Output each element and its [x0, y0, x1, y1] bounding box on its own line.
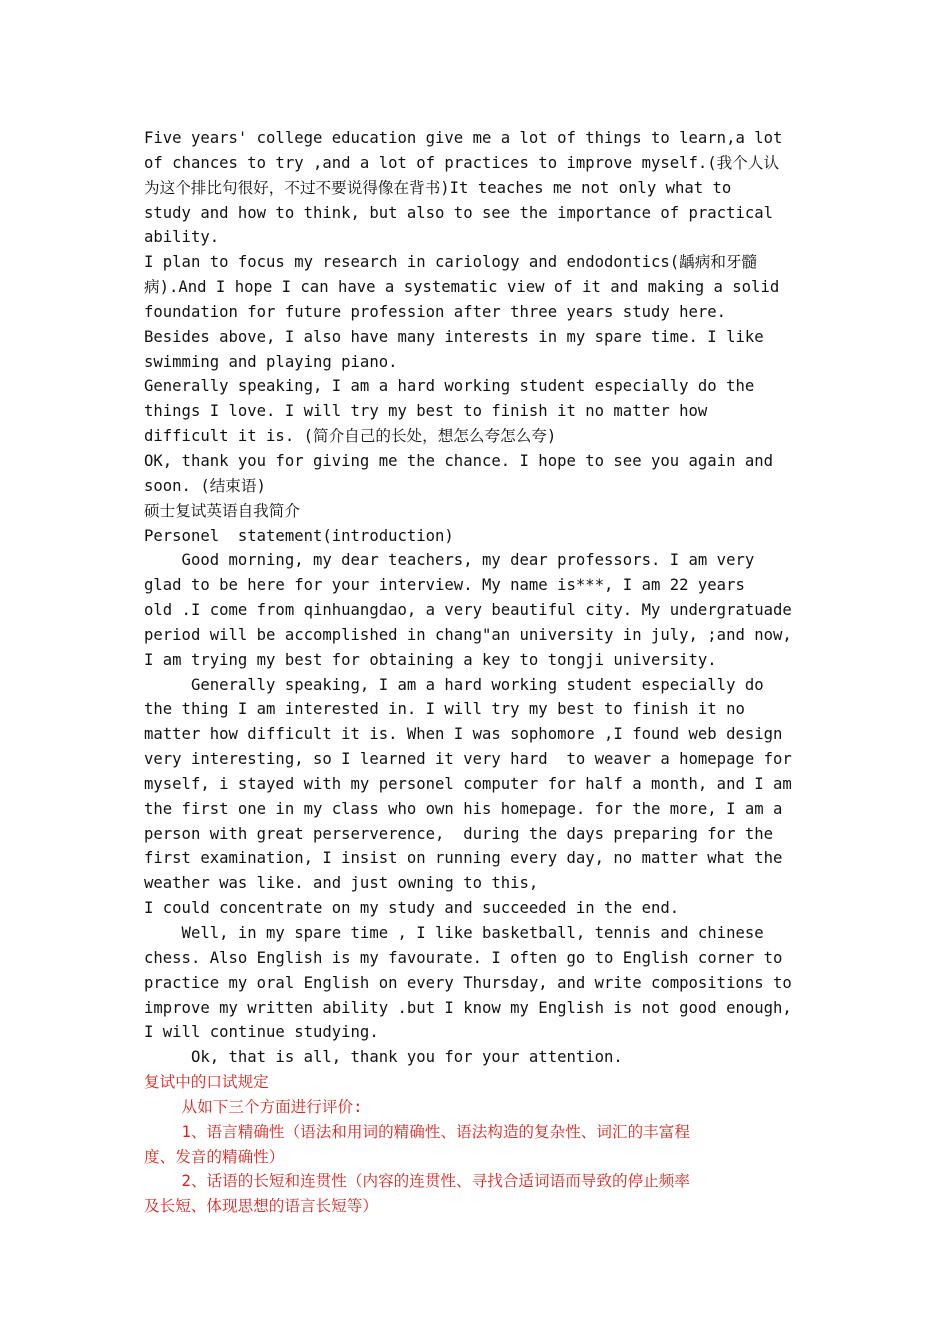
text-line: study and how to think, but also to see the importance of practical	[144, 203, 774, 222]
text-line: the first one in my class who own his homepage. for the more, I am a	[144, 799, 783, 818]
text-line: soon. (结束语)	[144, 476, 266, 495]
text-line: Ok, that is all, thank you for your attention.	[144, 1048, 623, 1067]
text-line: Generally speaking, I am a hard working student especially do the	[144, 377, 755, 396]
text-line: 1、语言精确性（语法和用词的精确性、语法构造的复杂性、词汇的丰富程	[144, 1122, 690, 1141]
text-line: foundation for future profession after three years study here.	[144, 302, 727, 321]
text-line: matter how difficult it is. When I was sophomore ,I found web design	[144, 725, 783, 744]
text-line: chess. Also English is my favourate. I often go to English corner to	[144, 948, 783, 967]
text-line: practice my oral English on every Thursday, and write compositions to	[144, 973, 792, 992]
text-line: Generally speaking, I am a hard working student especially do	[144, 675, 764, 694]
text-line: 度、发音的精确性）	[144, 1147, 285, 1166]
text-line: OK, thank you for giving me the chance. I hope to see you again and	[144, 451, 774, 470]
text-line: Besides above, I also have many interests in my spare time. I like	[144, 327, 764, 346]
text-line: swimming and playing piano.	[144, 352, 398, 371]
text-line: 从如下三个方面进行评价:	[144, 1097, 363, 1116]
text-line: 及长短、体现思想的语言长短等）	[144, 1197, 378, 1216]
text-line: 病).And I hope I can have a systematic view of it and making a solid	[144, 278, 780, 297]
text-line: Well, in my spare time , I like basketball, tennis and chinese	[144, 924, 764, 942]
text-line: Personel statement(introduction)	[144, 526, 454, 545]
text-line: Five years' college education give me a lot of things to learn,a lot	[144, 129, 783, 147]
text-line: 2、话语的长短和连贯性（内容的连贯性、寻找合适词语而导致的停止频率	[144, 1172, 690, 1191]
text-line: first examination, I insist on running every day, no matter what the	[144, 849, 783, 868]
text-line: the thing I am interested in. I will try my best to finish it no	[144, 700, 745, 719]
text-line: I plan to focus my research in cariology and endodontics(龋病和牙髓	[144, 253, 758, 272]
text-line: 硕士复试英语自我简介	[144, 501, 300, 520]
text-line: ability.	[144, 228, 220, 247]
text-line: 复试中的口试规定	[144, 1073, 269, 1092]
text-line: very interesting, so I learned it very hard to weaver a homepage for	[144, 750, 792, 769]
text-line: difficult it is. (简介自己的长处，想怎么夸怎么夸)	[144, 427, 557, 446]
text-line: myself, i stayed with my personel computer for half a month, and I am	[144, 774, 792, 793]
text-line: 为这个排比句很好，不过不要说得像在背书)It teaches me not only what to	[144, 178, 732, 197]
text-line: weather was like. and just owning to this,	[144, 874, 539, 893]
text-line: I will continue studying.	[144, 1023, 379, 1042]
text-line: things I love. I will try my best to finish it no matter how	[144, 402, 708, 421]
text-line: glad to be here for your interview. My name is***, I am 22 years	[144, 576, 745, 595]
document-page	[144, 126, 808, 1219]
text-line: of chances to try ,and a lot of practices to improve myself.(我个人认	[144, 153, 780, 172]
text-line: old .I come from qinhuangdao, a very beautiful city. My undergratuade	[144, 601, 792, 620]
text-line: period will be accomplished in chang"an university in july, ;and now,	[144, 625, 792, 644]
text-line: person with great perserverence, during the days preparing for the	[144, 824, 774, 843]
text-line: I could concentrate on my study and succeeded in the end.	[144, 899, 680, 918]
text-line: Good morning, my dear teachers, my dear professors. I am very	[144, 551, 755, 570]
text-line: improve my written ability .but I know my English is not good enough,	[144, 998, 792, 1017]
text-line: I am trying my best for obtaining a key to tongji university.	[144, 650, 717, 669]
